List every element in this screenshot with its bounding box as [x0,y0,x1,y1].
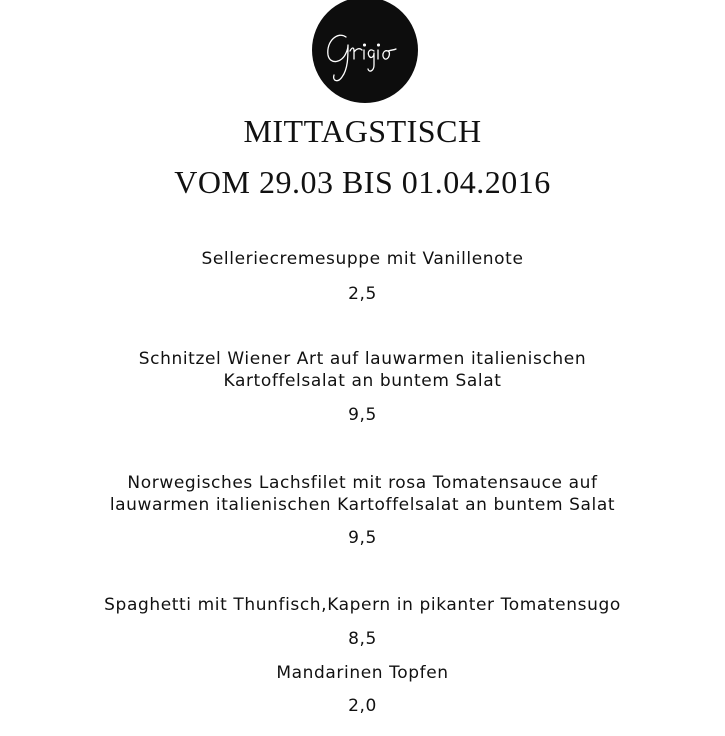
menu-item-price: 2,0 [348,696,377,716]
menu-item-price: 8,5 [348,629,377,649]
menu-item-price: 9,5 [348,528,377,548]
menu-item-name: lauwarmen italienischen Kartoffelsalat an buntem Salat [109,495,616,515]
menu-item [0,662,725,684]
menu-item-name: Selleriecremesuppe mit Vanillenote [201,249,524,269]
menu-item [0,248,725,270]
menu-item [0,594,725,616]
menu-item-name: Schnitzel Wiener Art auf lauwarmen italienischen [138,349,587,369]
menu-item-name: Kartoffelsalat an buntem Salat [223,371,502,391]
menu-item-name: Norwegisches Lachsfilet mit rosa Tomatensauce auf [127,473,598,493]
logo [312,0,418,103]
menu-item [0,472,725,516]
date-range-title: VOM 29.03 BIS 01.04.2016 [174,164,551,200]
page-title: MITTAGSTISCH [243,113,482,149]
menu-item-price: 2,5 [348,284,377,304]
menu-item-name: Spaghetti mit Thunfisch,Kapern in pikanter Tomatensugo [104,595,621,615]
menu-item-name: Mandarinen Topfen [276,663,449,683]
menu-item [0,348,725,392]
menu-item-price: 9,5 [348,405,377,425]
grigio-logo-icon [312,0,418,103]
